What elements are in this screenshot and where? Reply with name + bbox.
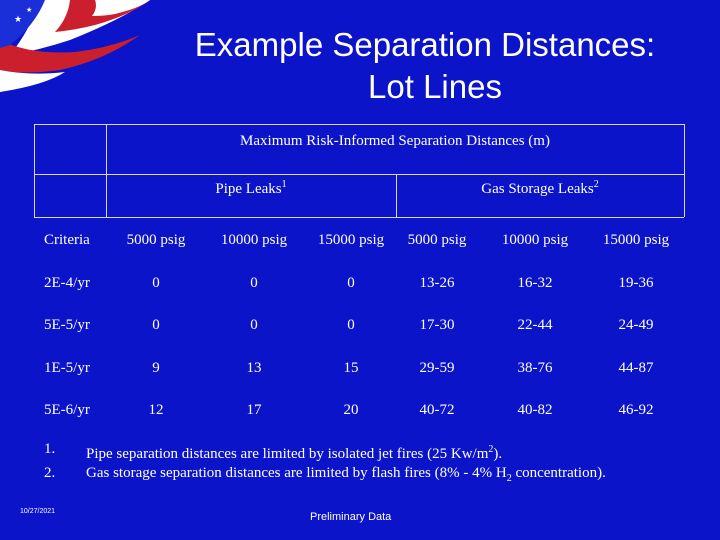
cell-value: 20 — [343, 402, 359, 418]
separation-distances-table — [34, 124, 684, 431]
header-pipe-15000: 15000 psig — [317, 232, 385, 248]
footnotes — [44, 440, 684, 488]
footnote-2 — [44, 464, 684, 488]
table-caption: Maximum Risk-Informed Separation Distances (m) — [240, 133, 550, 149]
svg-text:★: ★ — [14, 15, 23, 25]
cell-value: 17 — [246, 402, 262, 418]
footnote-tail: ). — [493, 446, 503, 462]
header-criteria: Criteria — [44, 232, 90, 248]
header-gas-5000: 5000 psig — [407, 232, 467, 248]
cell-value: 17-30 — [419, 317, 455, 333]
cell-value: 19-36 — [618, 275, 654, 291]
cell-value: 24-49 — [618, 317, 654, 333]
cell-value: 40-82 — [517, 402, 553, 418]
group-pipe-label: Pipe Leaks — [215, 181, 282, 197]
cell-value: 38-76 — [517, 360, 553, 376]
footnote-text: Pipe separation distances are limited by isolated jet fires (25 Kw/m — [86, 446, 489, 462]
cell-value: 12 — [148, 402, 164, 418]
cell-value: 0 — [152, 317, 160, 333]
footnote-1 — [44, 440, 684, 464]
row-criteria: 5E-6/yr — [44, 402, 90, 418]
cell-value: 13 — [246, 360, 262, 376]
header-pipe-10000: 10000 psig — [220, 232, 288, 248]
group-header-pipe-leaks — [106, 179, 396, 198]
footnote-text: Gas storage separation distances are limited by flash fires (8% - 4% H — [86, 465, 507, 481]
header-pipe-5000: 5000 psig — [126, 232, 186, 248]
cell-value: 0 — [250, 275, 258, 291]
page-title — [130, 24, 720, 108]
title-line-2: Lot Lines — [368, 68, 502, 105]
cell-value: 9 — [152, 360, 160, 376]
cell-value: 29-59 — [419, 360, 455, 376]
cell-value: 0 — [250, 317, 258, 333]
footnote-number: 2. — [44, 465, 56, 481]
footer-date: 10/27/2021 — [20, 508, 56, 515]
footer-preliminary-label: Preliminary Data — [310, 511, 392, 523]
group-header-gas-storage-leaks — [396, 179, 684, 198]
footnote-sup: 2 — [488, 444, 494, 455]
footnote-number: 1. — [44, 441, 56, 457]
cell-value: 46-92 — [618, 402, 654, 418]
row-criteria: 1E-5/yr — [44, 360, 90, 376]
header-gas-10000: 10000 psig — [501, 232, 569, 248]
footnote-sub: 2 — [506, 473, 512, 484]
cell-value: 13-26 — [419, 275, 455, 291]
footnote-tail: concentration). — [511, 465, 606, 481]
cell-value: 0 — [347, 275, 355, 291]
svg-text:★: ★ — [26, 6, 33, 14]
cell-value: 40-72 — [419, 402, 455, 418]
cell-value: 22-44 — [517, 317, 553, 333]
row-criteria: 5E-5/yr — [44, 317, 90, 333]
cell-value: 44-87 — [618, 360, 654, 376]
cell-value: 0 — [347, 317, 355, 333]
cell-value: 0 — [152, 275, 160, 291]
cell-value: 15 — [343, 360, 359, 376]
header-gas-15000: 15000 psig — [602, 232, 670, 248]
american-flag-icon — [0, 0, 150, 120]
cell-value: 16-32 — [517, 275, 553, 291]
row-criteria: 2E-4/yr — [44, 275, 90, 291]
group-gas-label: Gas Storage Leaks — [481, 181, 594, 197]
group-pipe-footnote: 1 — [281, 179, 287, 190]
title-line-1: Example Separation Distances: — [194, 26, 656, 63]
group-gas-footnote: 2 — [593, 179, 599, 190]
